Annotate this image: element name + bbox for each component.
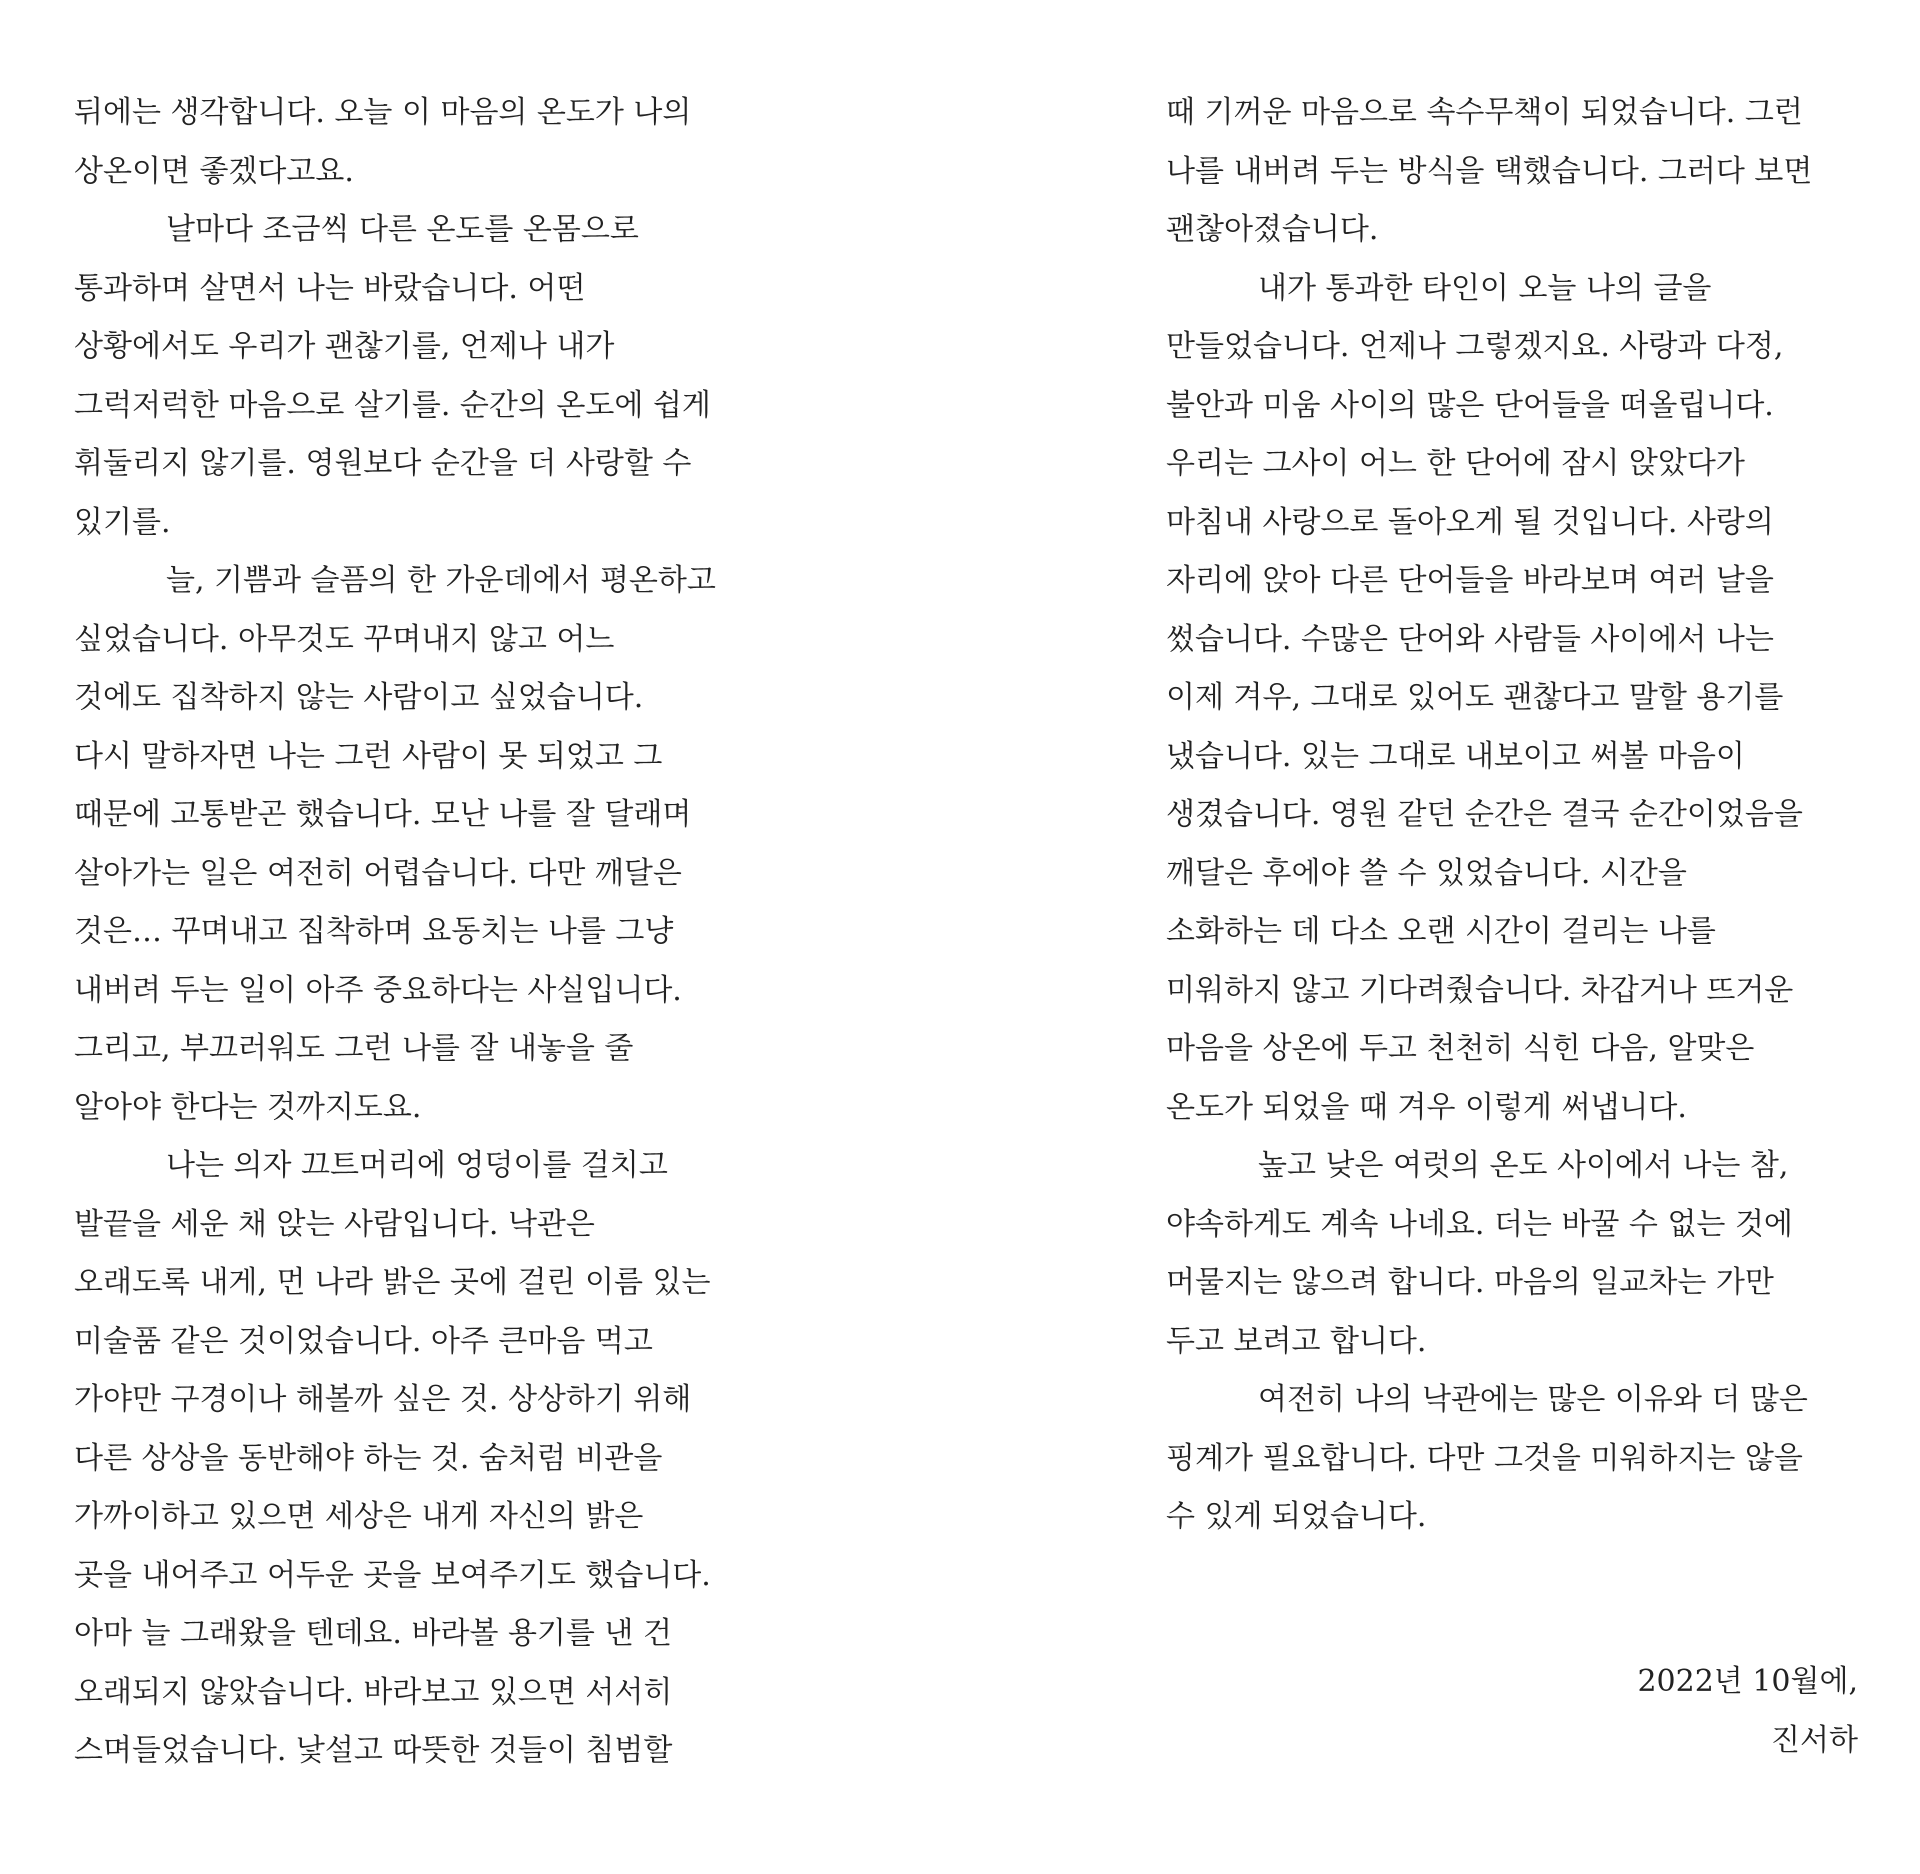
text-line: 야속하게도 계속 나네요. 더는 바꿀 수 없는 것에 [1166, 1206, 1793, 1242]
text-line: 생겼습니다. 영원 같던 순간은 결국 순간이었음을 [1166, 797, 1803, 832]
text-line: 다시 말하자면 나는 그런 사람이 못 되었고 그 [74, 738, 663, 774]
text-line: 살아가는 일은 여전히 어렵습니다. 다만 깨달은 [74, 855, 682, 891]
text-line: 아마 늘 그래왔을 텐데요. 바라볼 용기를 낸 건 [74, 1616, 672, 1651]
text-line: 이제 겨우, 그대로 있어도 괜찮다고 말할 용기를 [1166, 680, 1784, 715]
text-line: 알아야 한다는 것까지도요. [74, 1089, 422, 1125]
text-line: 뒤에는 생각합니다. 오늘 이 마음의 온도가 나의 [74, 95, 692, 130]
text-line: 여전히 나의 낙관에는 많은 이유와 더 많은 [1258, 1382, 1808, 1417]
text-line: 오래도록 내게, 먼 나라 밝은 곳에 걸린 이름 있는 [74, 1265, 711, 1300]
text-line: 온도가 되었을 때 겨우 이렇게 써냅니다. [1166, 1089, 1687, 1125]
text-line: 미워하지 않고 기다려줬습니다. 차갑거나 뜨거운 [1166, 972, 1794, 1008]
text-line: 상온이면 좋겠다고요. [74, 153, 354, 189]
text-line: 늘, 기쁨과 슬픔의 한 가운데에서 평온하고 [166, 563, 716, 598]
text-line: 오래되지 않았습니다. 바라보고 있으면 서서히 [74, 1674, 673, 1710]
text-line: 수 있게 되었습니다. [1166, 1499, 1427, 1534]
text-line: 가야만 구경이나 해볼까 싶은 것. 상상하기 위해 [74, 1382, 692, 1417]
signature-author: 진서하 [1771, 1722, 1858, 1758]
text-line: 그럭저럭한 마음으로 살기를. 순간의 온도에 쉽게 [74, 387, 711, 423]
text-line: 싶었습니다. 아무것도 꾸며내지 않고 어느 [74, 621, 615, 657]
text-line: 썼습니다. 수많은 단어와 사람들 사이에서 나는 [1166, 621, 1774, 657]
text-line: 마침내 사랑으로 돌아오게 될 것입니다. 사랑의 [1166, 504, 1774, 540]
text-line: 상황에서도 우리가 괜찮기를, 언제나 내가 [74, 329, 615, 364]
text-line: 내버려 두는 일이 아주 중요하다는 사실입니다. [74, 972, 682, 1008]
text-line: 그리고, 부끄러워도 그런 나를 잘 내놓을 줄 [74, 1031, 634, 1066]
signature-date: 2022년 10월에, [1637, 1664, 1858, 1699]
text-line: 두고 보려고 합니다. [1166, 1323, 1427, 1359]
text-line: 나를 내버려 두는 방식을 택했습니다. 그러다 보면 [1166, 153, 1813, 189]
text-line: 불안과 미움 사이의 많은 단어들을 떠올립니다. [1166, 387, 1774, 423]
left-text-column [74, 84, 774, 1781]
text-line: 것은… 꾸며내고 집착하며 요동치는 나를 그냥 [74, 914, 674, 949]
text-line: 스며들었습니다. 낯설고 따뜻한 것들이 침범할 [74, 1733, 673, 1768]
text-line: 날마다 조금씩 다른 온도를 온몸으로 [166, 212, 639, 247]
text-line: 괜찮아졌습니다. [1166, 212, 1379, 247]
text-line: 휘둘리지 않기를. 영원보다 순간을 더 사랑할 수 [74, 446, 692, 481]
text-line: 다른 상상을 동반해야 하는 것. 숨처럼 비관을 [74, 1440, 663, 1476]
text-line: 것에도 집착하지 않는 사람이고 싶었습니다. [74, 680, 644, 715]
text-line: 만들었습니다. 언제나 그렇겠지요. 사랑과 다정, [1166, 329, 1784, 364]
text-line: 곳을 내어주고 어두운 곳을 보여주기도 했습니다. [74, 1557, 711, 1593]
text-line: 머물지는 않으려 합니다. 마음의 일교차는 가만 [1166, 1265, 1774, 1300]
text-line: 핑계가 필요합니다. 다만 그것을 미워하지는 않을 [1166, 1440, 1803, 1476]
text-line: 가까이하고 있으면 세상은 내게 자신의 밝은 [74, 1499, 644, 1534]
signature-block [1637, 1653, 1858, 1770]
text-line: 자리에 앉아 다른 단어들을 바라보며 여러 날을 [1166, 563, 1774, 598]
text-line: 우리는 그사이 어느 한 단어에 잠시 앉았다가 [1166, 446, 1745, 481]
text-line: 내가 통과한 타인이 오늘 나의 글을 [1258, 270, 1712, 306]
text-line: 때 기꺼운 마음으로 속수무책이 되었습니다. 그런 [1166, 95, 1803, 130]
text-line: 냈습니다. 있는 그대로 내보이고 써볼 마음이 [1166, 738, 1745, 774]
text-line: 통과하며 살면서 나는 바랐습니다. 어떤 [74, 270, 586, 306]
text-line: 때문에 고통받곤 했습니다. 모난 나를 잘 달래며 [74, 797, 692, 832]
right-text-column [1166, 84, 1866, 1547]
text-line: 있기를. [74, 504, 171, 540]
text-line: 높고 낮은 여럿의 온도 사이에서 나는 참, [1258, 1148, 1789, 1183]
text-line: 미술품 같은 것이었습니다. 아주 큰마음 먹고 [74, 1323, 653, 1359]
text-line: 마음을 상온에 두고 천천히 식힌 다음, 알맞은 [1166, 1031, 1755, 1066]
text-line: 발끝을 세운 채 앉는 사람입니다. 낙관은 [74, 1206, 595, 1242]
text-line: 나는 의자 끄트머리에 엉덩이를 걸치고 [166, 1148, 668, 1183]
text-line: 소화하는 데 다소 오랜 시간이 걸리는 나를 [1166, 914, 1716, 949]
text-line: 깨달은 후에야 쓸 수 있었습니다. 시간을 [1166, 855, 1687, 891]
